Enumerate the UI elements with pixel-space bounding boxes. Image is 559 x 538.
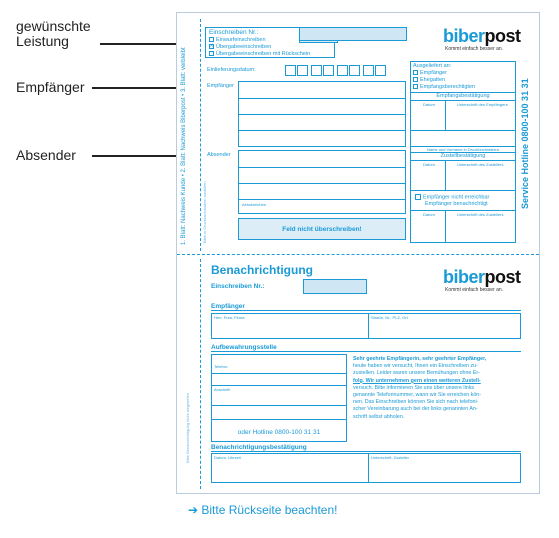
logo-tagline-bottom: Kommt einfach besser an. (445, 287, 504, 293)
message-block (353, 356, 523, 421)
empfaenger-address-box[interactable] (238, 81, 406, 147)
option-rueckschein[interactable]: Übergabeeinschreiben mit Rückschein (209, 51, 310, 57)
callout-sender: Absender (16, 147, 76, 163)
checkbox-uebergabe[interactable] (209, 44, 214, 49)
side-blatt-text: 1. Blatt: Nachweis Kunde • 2. Blatt: Nachweis Biberpost • 3. Blatt: verbleibt (181, 47, 187, 245)
callout-service-line2: Leistung (16, 33, 69, 49)
checkbox-einwurf[interactable] (209, 37, 214, 42)
bottom-side-small-print: Bitte Benachrichtigung nicht wegwerfen (185, 392, 190, 463)
ausgeliefert-label: Ausgeliefert an: (413, 63, 452, 69)
hotline-label: oder Hotline 0800-100 31 31 (237, 429, 321, 436)
biberpost-logo-top (443, 27, 521, 45)
empfaenger-label-top: Empfänger (207, 83, 234, 89)
einlieferung-label: Einlieferungsdatum: (207, 67, 256, 73)
perforation-bottom (200, 259, 201, 489)
logo-biber-text-bottom: biber (443, 267, 485, 287)
bestaetigung-box[interactable] (211, 453, 521, 483)
empfangsbestaetigung-title: Empfangsbestätigung (436, 93, 490, 99)
benachrichtigung-title: Benachrichtigung (211, 263, 314, 277)
logo-tagline-top: Kommt einfach besser an. (445, 46, 504, 52)
unterschrift-empfaenger-label: Unterschrift des Empfängers (457, 102, 508, 107)
message-line-1: heute haben wir versucht, Ihnen ein Einschreiben zu- (353, 363, 478, 370)
aufbewahrung-box[interactable] (211, 354, 347, 442)
bottom-empfaenger-label: Empfänger (211, 303, 245, 310)
message-line-2: zustellen. Leider waren unsere Bemühungen ohne Er- (353, 370, 480, 377)
logo-post-text-bottom: post (484, 267, 521, 287)
service-hotline-text: Service Hotline 0800-100 31 31 (520, 78, 530, 209)
delivery-panel (410, 61, 516, 243)
perforation-middle (177, 254, 539, 255)
delivered-ehegatten[interactable]: Ehegatten (413, 77, 445, 83)
unterschrift-zusteller-label-top: Unterschrift des Zustellers (457, 162, 504, 167)
telefon-label: Telefon: (214, 364, 229, 369)
side-small-print: Bitte in Druckbuchstaben ausfüllen (202, 181, 207, 243)
delivered-berechtigten[interactable]: Empfangsberechtigten (413, 84, 475, 90)
biberpost-logo-bottom (443, 268, 521, 286)
bestaetigung-rule (211, 451, 521, 452)
callout-service-line1: gewünschte (16, 18, 91, 34)
callout-service (16, 19, 91, 49)
message-line-5: genannte Telefonnummer, wann wir Sie erreichen kön- (353, 392, 481, 399)
nicht-erreichbar[interactable]: Empfänger nicht erreichbar (415, 194, 489, 200)
empfang-datum-label: Datum (423, 102, 435, 107)
einschreiben-number-box[interactable] (299, 27, 407, 41)
herr-frau-firma-label: Herr, Frau, Firma (214, 315, 245, 320)
message-line-3: folg. Wir unternehmen gern einen weiteren Zustell- (353, 377, 481, 384)
unterschrift-zusteller-label-2: Unterschrift des Zustellers (457, 212, 504, 217)
empfaenger-rule (211, 310, 521, 311)
datum-uhrzeit-label: Datum, Uhrzeit (214, 455, 241, 460)
unterschrift-zusteller-bottom-label: Unterschrift, Zusteller (371, 455, 410, 460)
aufbewahrung-rule (211, 351, 521, 352)
form-sheet (176, 12, 540, 494)
message-line-7: scher Vereinbarung auch bei der links genannten An- (353, 406, 478, 413)
anschrift-label: Anschrift: (214, 387, 231, 392)
einschreiben-label: Einschreiben Nr.: (209, 29, 259, 36)
logo-biber-text: biber (443, 26, 485, 46)
bottom-einschreiben-number-field[interactable] (303, 279, 367, 294)
bestaetigung-label: Benachrichtigungsbestätigung (211, 444, 307, 451)
aufbewahrung-label: Aufbewahrungsstelle (211, 344, 277, 351)
option-einwurf[interactable]: Einwurfeinschreiben (209, 37, 266, 43)
option-uebergabe[interactable]: ✕Übergabeeinschreiben (209, 44, 271, 50)
benach-datum-label: Datum (423, 212, 435, 217)
message-line-6: nen. Das Einschreiben können Sie sich nach telefoni- (353, 399, 479, 406)
no-write-field (238, 218, 406, 240)
bottom-empfaenger-box[interactable] (211, 313, 521, 339)
no-write-label: Feld nicht überschreiben! (282, 226, 362, 233)
zustellbestaetigung-title: Zustellbestätigung (440, 153, 486, 159)
message-greeting: Sehr geehrte Empfängerin, sehr geehrter Empfänger, (353, 356, 487, 362)
checkbox-rueckschein[interactable] (209, 51, 214, 56)
footer-note: ➔ Bitte Rückseite beachten! (188, 503, 338, 517)
name-druckbuchstaben-label: Name und Vorname in Druckbuchstaben (426, 147, 500, 152)
zustell-datum-label: Datum (423, 162, 435, 167)
callout-recipient: Empfänger (16, 79, 85, 95)
message-line-8: schrift selbst abholen. (353, 413, 405, 420)
delivered-empfaenger[interactable]: Empfänger (413, 70, 447, 76)
strasse-label: Straße, Nr., PLZ, Ort (371, 315, 408, 320)
logo-post-text: post (484, 26, 521, 46)
bottom-einschreiben-label: Einschreiben Nr.: (211, 283, 265, 290)
abholzeichen-label: Abholzeichen (242, 202, 267, 207)
perforation-top (200, 19, 201, 251)
absender-address-box[interactable] (238, 150, 406, 214)
benachrichtigt-label: Empfänger benachrichtigt (425, 201, 488, 207)
absender-label-top: Absender (207, 152, 231, 158)
message-line-4: versuch. Bitte informieren Sie uns über unsere links (353, 384, 475, 391)
